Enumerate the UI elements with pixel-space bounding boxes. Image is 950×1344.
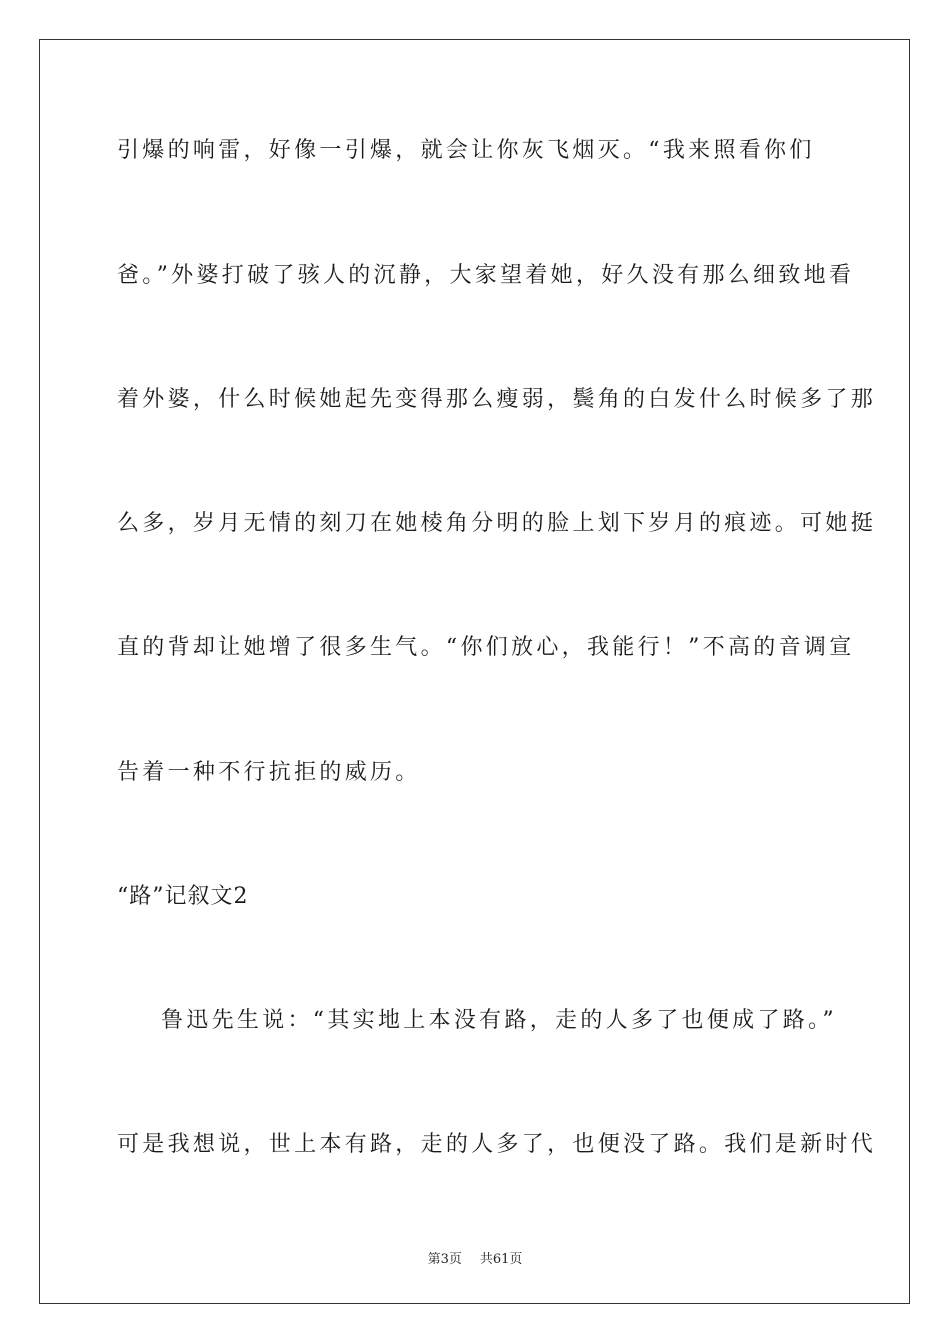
page-footer: [0, 1248, 950, 1267]
text-line-4: 么多，岁月无情的刻刀在她棱角分明的脸上划下岁月的痕迹。可她挺: [117, 511, 877, 536]
page-number: 第3页: [427, 1252, 462, 1267]
page-total: 共61页: [479, 1252, 523, 1267]
text-line-5: 直的背却让她增了很多生气。“你们放心，我能行！”不高的音调宣: [117, 635, 855, 660]
paragraph2-line-1: 鲁迅先生说：“其实地上本没有路，走的人多了也便成了路。”: [161, 1008, 837, 1033]
page-border: [39, 39, 910, 1304]
text-line-3: 着外婆，什么时候她起先变得那么瘦弱，鬓角的白发什么时候多了那: [117, 387, 877, 412]
text-line-6: 告着一种不行抗拒的威历。: [117, 760, 421, 785]
section-title: “路”记叙文2: [117, 884, 249, 909]
paragraph2-line-2: 可是我想说，世上本有路，走的人多了，也便没了路。我们是新时代: [117, 1132, 877, 1157]
text-line-2: 爸。”外婆打破了骇人的沉静，大家望着她，好久没有那么细致地看: [117, 263, 855, 288]
text-line-1: 引爆的响雷，好像一引爆，就会让你灰飞烟灭。“我来照看你们: [117, 138, 815, 163]
